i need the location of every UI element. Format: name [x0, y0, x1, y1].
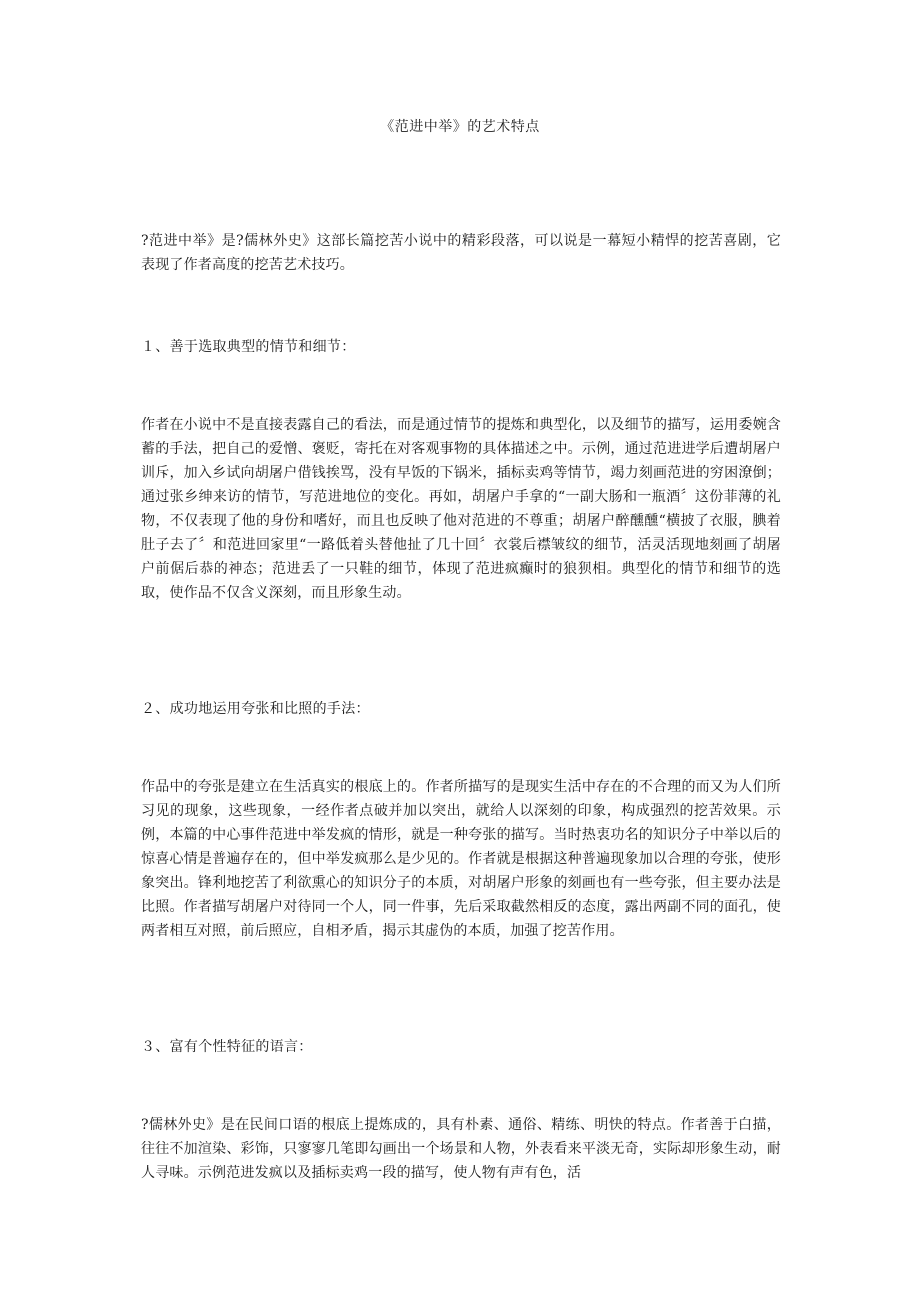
section-heading-3: ３、富有个性特征的语言： — [141, 1039, 313, 1055]
section-body-2: 作品中的夸张是建立在生活真实的根底上的。作者所描写的是现实生活中存在的不合理的而又为人们所习见的现象，这些现象，一经作者点破并加以突出，就给人以深刻的印象，构成强烈的挖苦效果。示例，本篇的中心事件范进中举发疯的情形，就是一种夸张的描写。当时热衷功名的知识分子中举以后的惊喜心情是普遍存在的，但中举发疯那么是少见的。作者就是根据这种普遍现象加以合理的夸张，使形象突出。锋利地挖苦了利欲熏心的知识分子的本质，对胡屠户形象的刻画也有一些夸张，但主要办法是比照。作者描写胡屠户对待同一个人，同一件事，先后采取截然相反的态度，露出两副不同的面孔，使两者相互对照，前后照应，自相矛盾，揭示其虚伪的本质，加强了挖苦作用。 — [141, 779, 781, 939]
section-heading-1: １、善于选取典型的情节和细节： — [141, 339, 356, 355]
section-heading-2: ２、成功地运用夸张和比照的手法： — [141, 701, 370, 717]
section-body-1: 作者在小说中不是直接表露自己的看法，而是通过情节的提炼和典型化，以及细节的描写，运用委婉含蓄的手法，把自己的爱憎、褒贬，寄托在对客观事物的具体描述之中。示例，通过范进进学后遭胡屠户训斥，加入乡试向胡屠户借钱挨骂，没有早饭的下锅米，插标卖鸡等情节，竭力刻画范进的穷困潦倒；通过张乡绅来访的情节，写范进地位的变化。再如，胡屠户手拿的“一副大肠和一瓶酒〞这份菲薄的礼物，不仅表现了他的身份和嗜好，而且也反映了他对范进的不尊重；胡屠户醉醺醺“横披了衣服，腆着肚子去了〞和范进回家里“一路低着头替他扯了几十回〞衣裳后襟皱纹的细节，活灵活现地刻画了胡屠户前倨后恭的神态；范进丢了一只鞋的细节，体现了范进疯癫时的狼狈相。典型化的情节和细节的选取，使作品不仅含义深刻，而且形象生动。 — [141, 417, 781, 601]
section-body-3: ?儒林外史》是在民间口语的根底上提炼成的，具有朴素、通俗、精练、明快的特点。作者善于白描，往往不加渲染、彩饰，只寥寥几笔即勾画出一个场景和人物，外表看来平淡无奇，实际却形象生动，耐人寻味。示例范进发疯以及插标卖鸡一段的描写，使人物有声有色，活 — [141, 1117, 781, 1181]
intro-paragraph: ?范进中举》是?儒林外史》这部长篇挖苦小说中的精彩段落，可以说是一幕短小精悍的挖苦喜剧，它表现了作者高度的挖苦艺术技巧。 — [141, 233, 781, 273]
document-title: 《范进中举》的艺术特点 — [380, 119, 540, 135]
